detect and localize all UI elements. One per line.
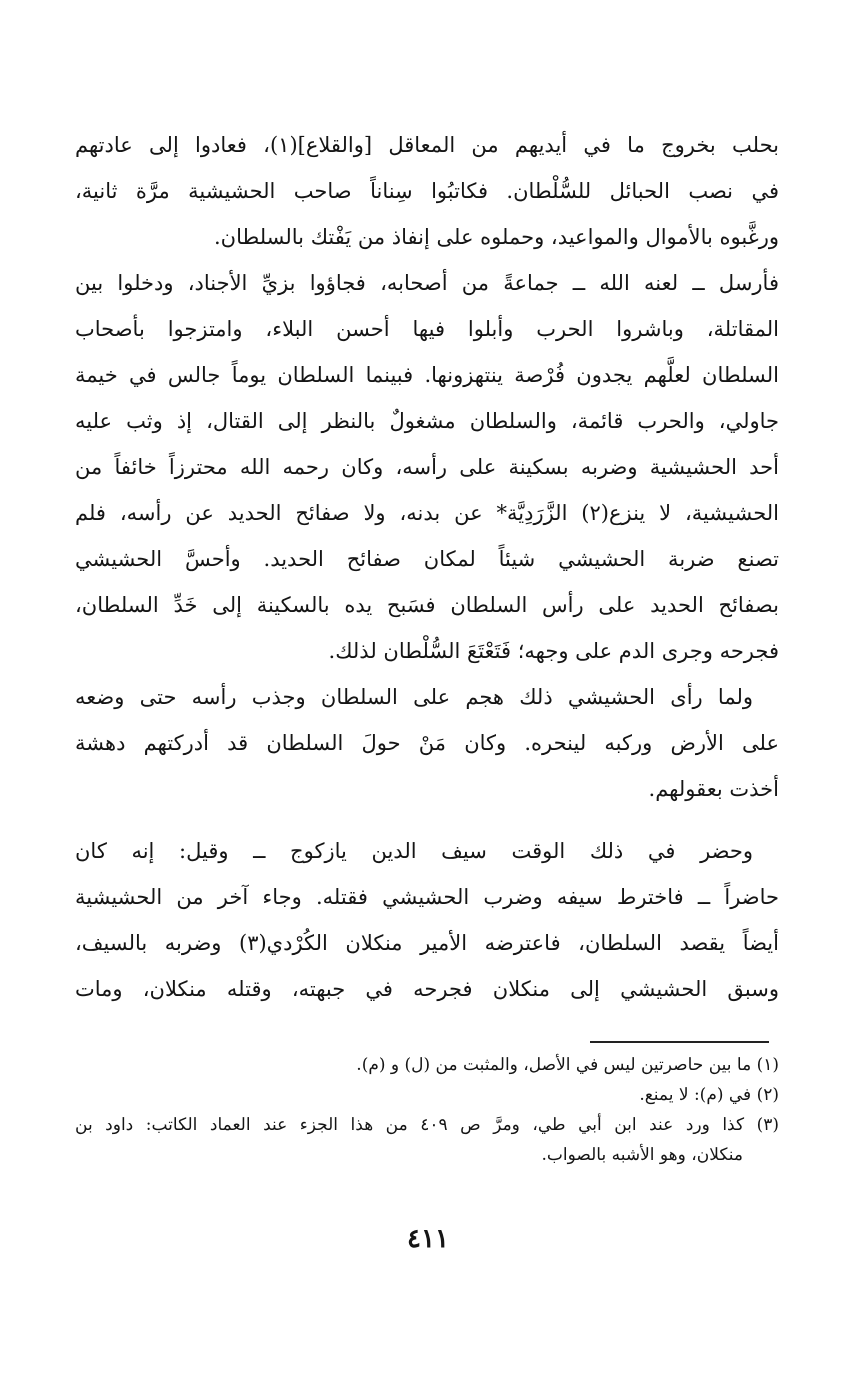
text-line: تصنع ضربة الحشيشي شيئاً لمكان صفائح الحديد. وأحسَّ الحشيشي — [75, 547, 779, 571]
footnote-3-continued: منكلان، وهو الأشبه بالصواب. — [541, 1145, 743, 1165]
text-line: فجرحه وجرى الدم على وجهه؛ فَتَعْتَعَ السُّلْطان لذلك. — [328, 639, 779, 663]
footnote-2: (٢) في (م): لا يمنع. — [639, 1085, 779, 1105]
footnote-divider — [590, 1041, 769, 1043]
paragraph-gap — [75, 812, 779, 828]
text-line: بحلب بخروج ما في أيديهم من المعاقل [والقلاع](١)، فعادوا إلى عادتهم — [75, 133, 779, 157]
text-line: حاضراً ــ فاخترط سيفه وضرب الحشيشي فقتله. وجاء آخر من الحشيشية — [75, 885, 779, 909]
text-line: السلطان لعلَّهم يجدون فُرْصة ينتهزونها. فبينما السلطان يوماً جالس في خيمة — [75, 363, 779, 387]
text-line: في نصب الحبائل للسُّلْطان. فكاتبُوا سِناناً صاحب الحشيشية مرَّة ثانية، — [75, 179, 779, 203]
text-line: فأرسل ــ لعنه الله ــ جماعةً من أصحابه، فجاؤوا بزيِّ الأجناد، ودخلوا بين — [75, 271, 779, 295]
footnote-1: (١) ما بين حاصرتين ليس في الأصل، والمثبت من (ل) و (م). — [356, 1055, 779, 1075]
text-line: أيضاً يقصد السلطان، فاعترضه الأمير منكلان الكُرْدي(٣) وضربه بالسيف، — [75, 931, 779, 955]
text-line: وحضر في ذلك الوقت سيف الدين يازكوج ــ وقيل: إنه كان — [75, 839, 753, 863]
text-line: وسبق الحشيشي إلى منكلان فجرحه في جبهته، وقتله منكلان، ومات — [75, 977, 779, 1001]
text-line: أحد الحشيشية وضربه بسكينة على رأسه، وكان رحمه الله محترزاً خائفاً من — [75, 455, 779, 479]
footnote-3: (٣) كذا ورد عند ابن أبي طي، ومرَّ ص ٤٠٩ من هذا الجزء عند العماد الكاتب: داود بن — [75, 1115, 779, 1135]
text-line: الحشيشية، لا ينزع(٢) الزَّرَدِيَّة* عن بدنه، ولا صفائح الحديد عن رأسه، فلم — [75, 501, 779, 525]
text-line: المقاتلة، وباشروا الحرب وأبلوا فيها أحسن البلاء، وامتزجوا بأصحاب — [75, 317, 779, 341]
text-line: ورغَّبوه بالأموال والمواعيد، وحملوه على إنفاذ من يَفْتك بالسلطان. — [213, 225, 779, 249]
text-line: على الأرض وركبه لينحره. وكان مَنْ حولَ السلطان قد أدركتهم دهشة — [75, 731, 779, 755]
text-line: أخذت بعقولهم. — [648, 777, 779, 801]
footnotes — [75, 1050, 779, 1170]
text-line: بصفائح الحديد على رأس السلطان فسَبح يده بالسكينة إلى خَدِّ السلطان، — [75, 593, 779, 617]
main-text — [75, 122, 779, 1012]
page-number: ٤١١ — [407, 1224, 449, 1254]
text-line: ولما رأى الحشيشي ذلك هجم على السلطان وجذب رأسه حتى وضعه — [75, 685, 753, 709]
text-line: جاولي، والحرب قائمة، والسلطان مشغولٌ بالنظر إلى القتال، إذ وثب عليه — [75, 409, 779, 433]
